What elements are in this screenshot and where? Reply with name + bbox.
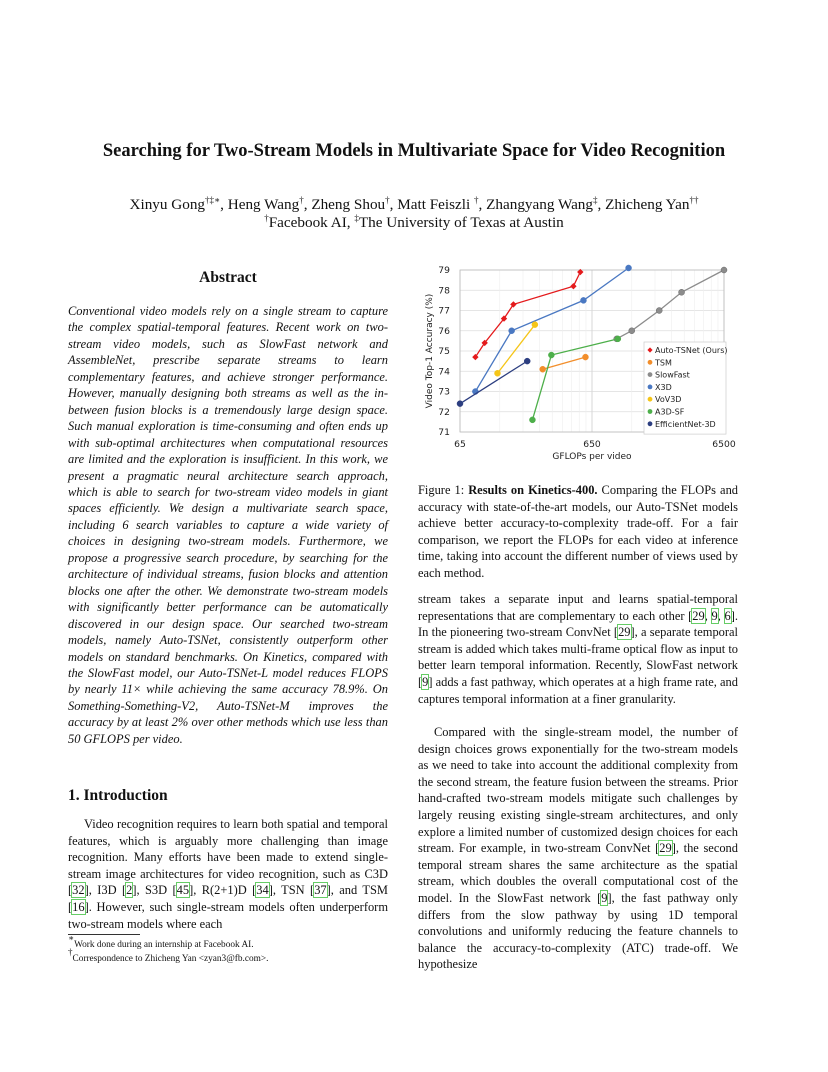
x-tick-label: 65 — [454, 439, 466, 450]
footnote-text: Work done during an internship at Facebook AI. — [74, 940, 254, 950]
footnote-mark: ∗ — [68, 933, 75, 943]
citation-link[interactable]: 29 — [692, 608, 705, 623]
data-point — [582, 354, 588, 360]
y-tick-label: 76 — [438, 325, 450, 337]
paragraph-text: , — [717, 608, 725, 623]
data-point — [656, 308, 662, 314]
right-paragraph-1 — [418, 591, 738, 707]
author-name: Zhicheng Yan — [605, 196, 690, 213]
caption-title: Results on Kinetics-400. — [468, 483, 598, 497]
author-mark: † — [474, 195, 479, 205]
author-mark: † — [299, 195, 304, 205]
legend-marker — [648, 385, 653, 390]
data-point — [457, 401, 463, 407]
data-point — [615, 336, 621, 342]
citation-link[interactable]: 9 — [711, 608, 718, 623]
affiliations: †Facebook AI, ‡The University of Texas at Austin — [264, 213, 564, 231]
y-axis-label: Video Top-1 Accuracy (%) — [425, 293, 435, 409]
footnote-text: Correspondence to Zhicheng Yan <zyan3@fb.com>. — [72, 954, 269, 964]
paragraph-text: ], I3D [ — [84, 883, 127, 898]
legend-label: EfficientNet-3D — [655, 419, 716, 429]
series-line — [460, 361, 527, 404]
author-name: Heng Wang — [227, 196, 300, 213]
introduction-paragraph — [68, 816, 388, 932]
citation-link[interactable]: 45 — [176, 883, 190, 898]
data-point — [540, 366, 546, 372]
footnote-rule — [68, 934, 140, 935]
data-point — [626, 265, 632, 271]
paragraph-text: ], a separate temporal stream is added which takes multi-frame optical flow as input to better learn temporal information. Recently, SlowFast network [ — [418, 625, 738, 689]
figure-1-chart — [418, 258, 738, 468]
data-point — [532, 322, 538, 328]
caption-text: Comparing the FLOPs and accuracy with state-of-the-art models, our Auto-TSNet models achieve better accuracy-to-complexity trade-off. For a fair comparison, we report the FLOPs for each video at inference time, taking into account the different number of views used by each method. — [418, 483, 739, 580]
paragraph-text: Compared with the single-stream model, the number of design choices grows exponentially for the two-stream models as we need to take into account the additional complexity from the second stream, the feature fusion between the streams. Prior hand-crafted two-stream models mitigate such challenges by largely reusing existing single-stream architectures, and only explore a limited number of customized design choices for each stream. For example, in two-stream ConvNet [ — [418, 725, 738, 856]
paragraph-text: ], R(2+1)D [ — [189, 883, 257, 898]
paragraph-text: ]. However, such single-stream models often underperform two-stream models where each — [68, 899, 388, 931]
legend-marker — [648, 360, 653, 365]
introduction-heading: 1. Introduction — [68, 787, 168, 804]
legend-label: X3D — [655, 382, 672, 392]
paragraph-text: ], S3D [ — [132, 883, 177, 898]
x-tick-label: 650 — [583, 439, 601, 450]
affiliation-mark: ‡ — [354, 213, 359, 223]
data-point — [721, 267, 727, 273]
paper-title: Searching for Two-Stream Models in Multivariate Space for Video Recognition — [102, 141, 726, 161]
citation-link[interactable]: 37 — [314, 883, 327, 898]
author-mark: †‡∗ — [205, 195, 221, 205]
abstract-heading: Abstract — [199, 269, 257, 286]
y-tick-label: 74 — [438, 366, 450, 378]
author-mark: †† — [689, 195, 699, 205]
paragraph-text: ], the second temporal stream shares the same architecture as the spatial stream, which doubles the overall computational cost of the model. In the SlowFast network [ — [418, 841, 738, 905]
y-tick-label: 75 — [438, 346, 450, 357]
legend-marker — [648, 421, 653, 426]
legend-label: Auto-TSNet (Ours) — [655, 346, 728, 355]
data-point — [529, 417, 535, 423]
series-line — [475, 272, 580, 357]
author-name: Zheng Shou — [311, 196, 386, 213]
y-tick-label: 77 — [438, 305, 450, 317]
author-list: Xinyu Gong†‡∗, Heng Wang†, Zheng Shou†, Matt Feiszli †, Zhangyang Wang‡, Zhicheng Yan†† — [129, 195, 699, 213]
citation-link[interactable]: 6 — [724, 608, 731, 623]
paragraph-text: ], the fast pathway only differs from the slow pathway by using 1D temporal convolutions and uniformly reducing the feature channels to balance the accuracy-to-complexity (ATC) trade-off. We hypothesize — [418, 890, 738, 972]
citation-link[interactable]: 29 — [659, 841, 672, 856]
affiliation-name: The University of Texas at Austin — [358, 214, 564, 231]
footnote-2 — [68, 947, 388, 964]
citation-link[interactable]: 29 — [618, 625, 631, 640]
paragraph-text: ]. In the pioneering two-stream ConvNet [ — [418, 608, 738, 640]
paragraph-text: stream takes a separate input and learns spatial-temporal representations that are complementary to each other [ — [418, 592, 738, 623]
author-name: Zhangyang Wang — [486, 196, 593, 213]
legend-marker — [648, 397, 653, 402]
legend-label: VoV3D — [655, 395, 682, 405]
caption-label: Figure 1: — [418, 483, 469, 497]
data-point — [629, 328, 635, 334]
y-tick-label: 71 — [438, 427, 450, 438]
paragraph-text: , — [704, 608, 712, 623]
author-mark: † — [385, 195, 390, 205]
footnote-1 — [68, 933, 388, 950]
series-line — [497, 325, 534, 374]
data-point — [548, 352, 554, 358]
citation-link[interactable]: 32 — [72, 883, 85, 898]
data-point — [679, 289, 685, 295]
legend-marker — [648, 409, 653, 414]
legend-label: SlowFast — [655, 370, 690, 380]
y-tick-label: 73 — [438, 386, 450, 398]
author-name: Xinyu Gong — [129, 196, 206, 213]
data-point — [494, 370, 500, 376]
author-mark: ‡ — [593, 195, 598, 205]
x-tick-label: 6500 — [712, 439, 736, 450]
citation-link[interactable]: 2 — [126, 883, 133, 898]
paragraph-text: ], and TSM [ — [68, 883, 388, 914]
citation-link[interactable]: 34 — [256, 883, 269, 898]
legend-label: TSM — [655, 358, 672, 368]
right-paragraph-2 — [418, 724, 738, 973]
footnote-mark: † — [68, 947, 73, 957]
data-point — [509, 328, 515, 334]
figure-1-caption — [418, 482, 738, 582]
y-tick-label: 78 — [438, 285, 450, 297]
legend-label: A3D-SF — [655, 407, 685, 417]
paragraph-text: ] adds a fast pathway, which operates at a high frame rate, and captures temporal information at a finer granularity. — [418, 674, 738, 706]
citation-link[interactable]: 9 — [601, 890, 608, 905]
x-axis-label: GFLOPs per video — [552, 452, 632, 462]
data-point — [570, 283, 576, 289]
legend-marker — [648, 372, 653, 377]
citation-link[interactable]: 9 — [422, 674, 429, 689]
abstract-body: Conventional video models rely on a single stream to capture the complex spatial-temporal features. Recent work on two-stream video models, such as SlowFast network and AssembleNet, prescribe separate streams to learn complementary features, and achieve stronger performance. However, manually designing both streams as well as the in-between fusion blocks is a tremendously large design space. Such manual exploration is time-consuming and often ends up with sub-optimal architectures when computational resources are limited and the exploration is insufficient. In this work, we present a pragmatic neural architecture search approach, which is able to search for two-stream video models in giant spaces efficiently. We design a multivariate search space, including 6 search variables to capture a wide variety of choices in designing two-stream models. Furthermore, we propose a progressive search procedure, by searching for the architecture of individual streams, fusion blocks and attention blocks one after the other. We demonstrate two-stream models with significantly better performance can be automatically discovered in our design space. Our searched two-stream models, namely Auto-TSNet, consistently outperform other models on standard benchmarks. On Kinetics, compared with the SlowFast model, our Auto-TSNet-L model reduces FLOPS by nearly 11× while achieving the same accuracy 78.9%. On Something-Something-V2, Auto-TSNet-M improves the accuracy by at least 2% over other methods which use less than 50 GFLOPS per video. — [68, 304, 388, 746]
y-tick-label: 79 — [438, 265, 450, 276]
citation-link[interactable]: 16 — [72, 899, 85, 914]
y-tick-label: 72 — [438, 406, 450, 418]
author-name: Matt Feiszli — [397, 196, 475, 213]
affiliation-name: Facebook AI — [268, 214, 347, 231]
affiliation-mark: † — [264, 213, 269, 223]
paragraph-text: Video recognition requires to learn both spatial and temporal features, which is arguably more challenging than image recognition. Many efforts have been made to extend single-stream image architectures for video recognition, such as C3D [ — [68, 817, 388, 898]
data-point — [580, 297, 586, 303]
paragraph-text: ], TSN [ — [268, 883, 315, 898]
data-point — [524, 358, 530, 364]
